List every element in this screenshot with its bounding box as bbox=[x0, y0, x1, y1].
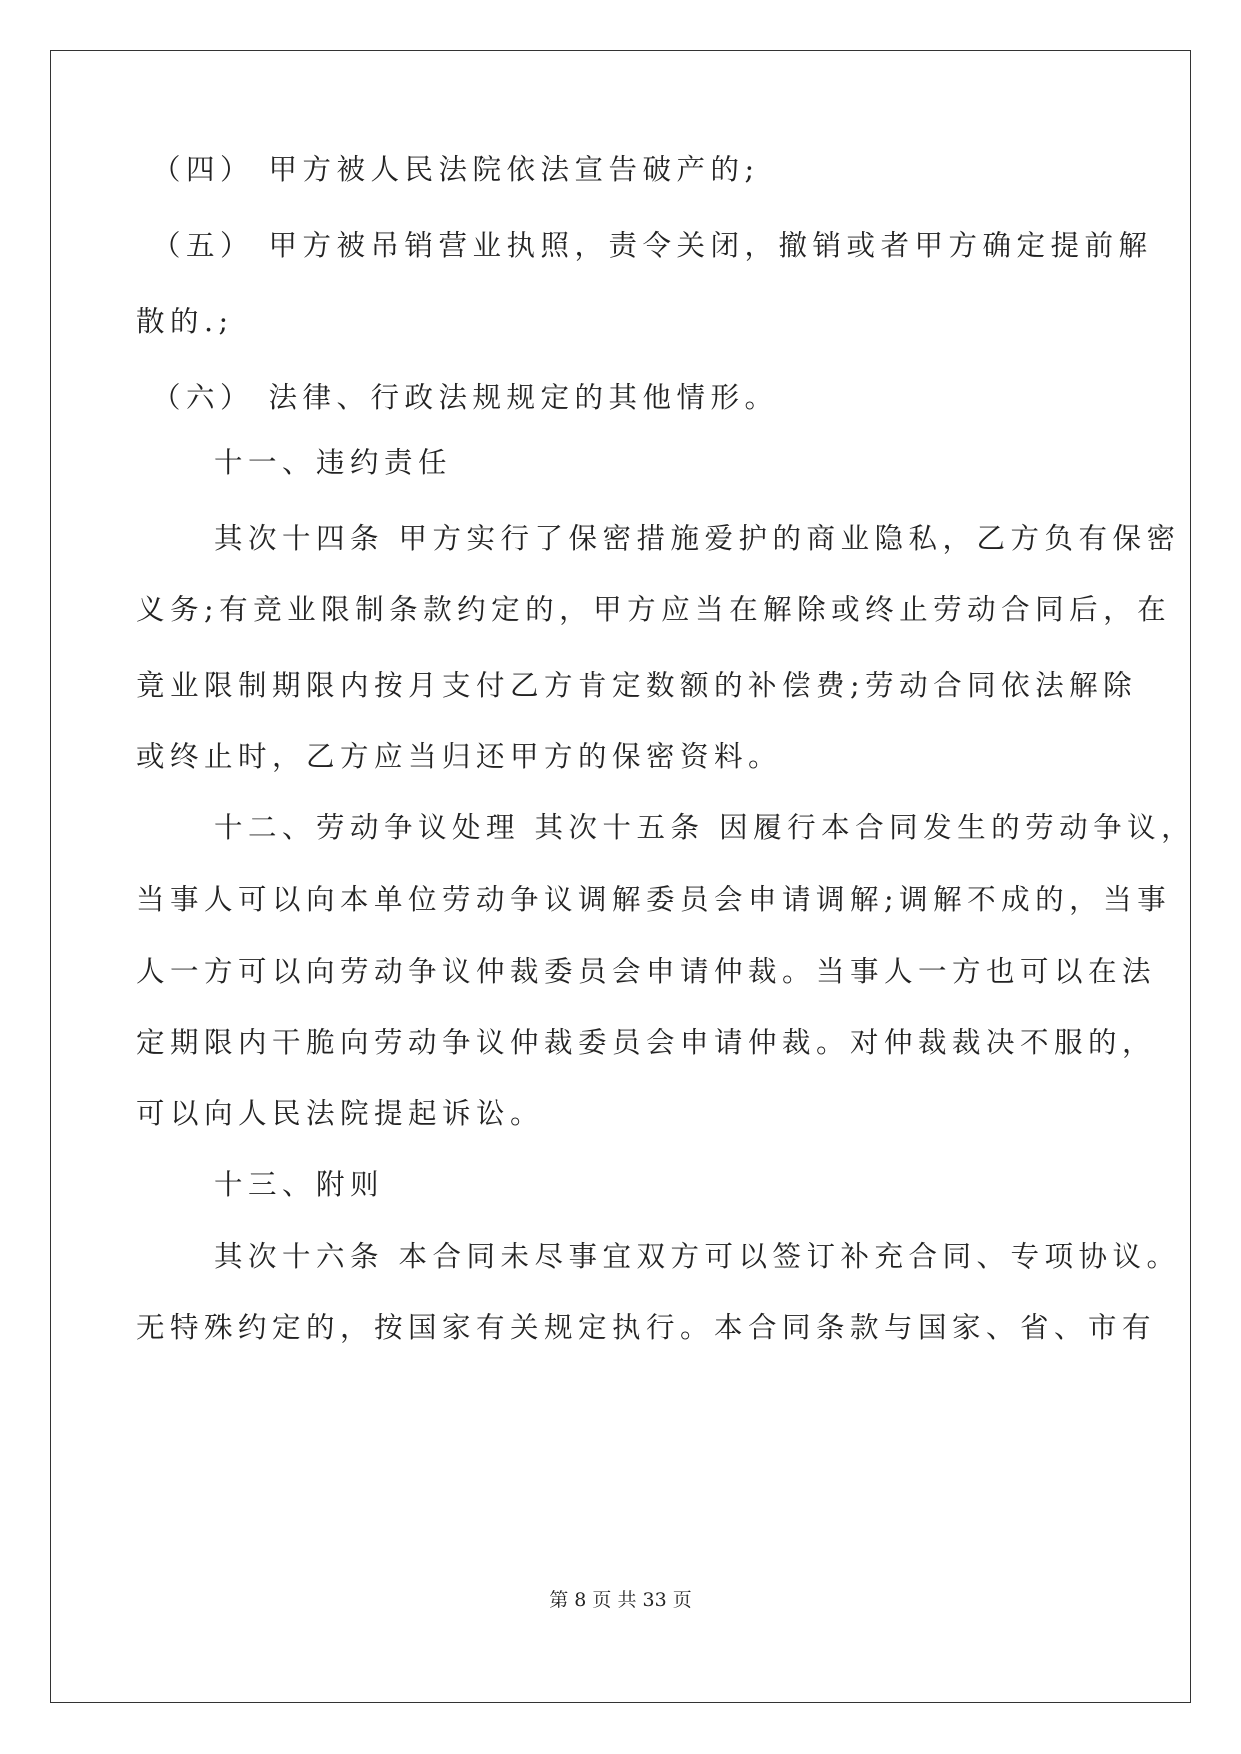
clause-4: （四） 甲方被人民法院依法宣告破产的; bbox=[152, 153, 760, 186]
section-11-heading: 十一、违约责任 bbox=[214, 446, 453, 479]
article-16-line-1: 其次十六条 本合同未尽事宜双方可以签订补充合同、专项协议。 bbox=[214, 1240, 1181, 1273]
article-14-line-4: 或终止时，乙方应当归还甲方的保密资料。 bbox=[136, 740, 783, 773]
page-number-footer: 第 8 页 共 33 页 bbox=[549, 1589, 692, 1611]
section-12-line-2: 当事人可以向本单位劳动争议调解委员会申请调解;调解不成的，当事 bbox=[136, 883, 1172, 916]
section-12-line-3: 人一方可以向劳动争议仲裁委员会申请仲裁。当事人一方也可以在法 bbox=[136, 955, 1157, 988]
section-12-line-1: 十二、劳动争议处理 其次十五条 因履行本合同发生的劳动争议， bbox=[214, 811, 1196, 844]
page-border bbox=[50, 50, 1191, 1703]
article-14-line-2: 义务;有竞业限制条款约定的，甲方应当在解除或终止劳动合同后，在 bbox=[136, 593, 1172, 626]
article-14-line-1: 其次十四条 甲方实行了保密措施爱护的商业隐私，乙方负有保密 bbox=[214, 522, 1181, 555]
clause-5: （五） 甲方被吊销营业执照，责令关闭，撤销或者甲方确定提前解 bbox=[152, 229, 1153, 262]
section-13-heading: 十三、附则 bbox=[214, 1168, 385, 1201]
article-16-line-2: 无特殊约定的，按国家有关规定执行。本合同条款与国家、省、市有 bbox=[136, 1311, 1157, 1344]
clause-5-continued: 散的.; bbox=[136, 305, 234, 338]
clause-6: （六） 法律、行政法规规定的其他情形。 bbox=[152, 381, 779, 414]
article-14-line-3: 竟业限制期限内按月支付乙方肯定数额的补偿费;劳动合同依法解除 bbox=[136, 669, 1138, 702]
section-12-line-4: 定期限内干脆向劳动争议仲裁委员会申请仲裁。对仲裁裁决不服的， bbox=[136, 1026, 1157, 1059]
section-12-line-5: 可以向人民法院提起诉讼。 bbox=[136, 1097, 545, 1130]
